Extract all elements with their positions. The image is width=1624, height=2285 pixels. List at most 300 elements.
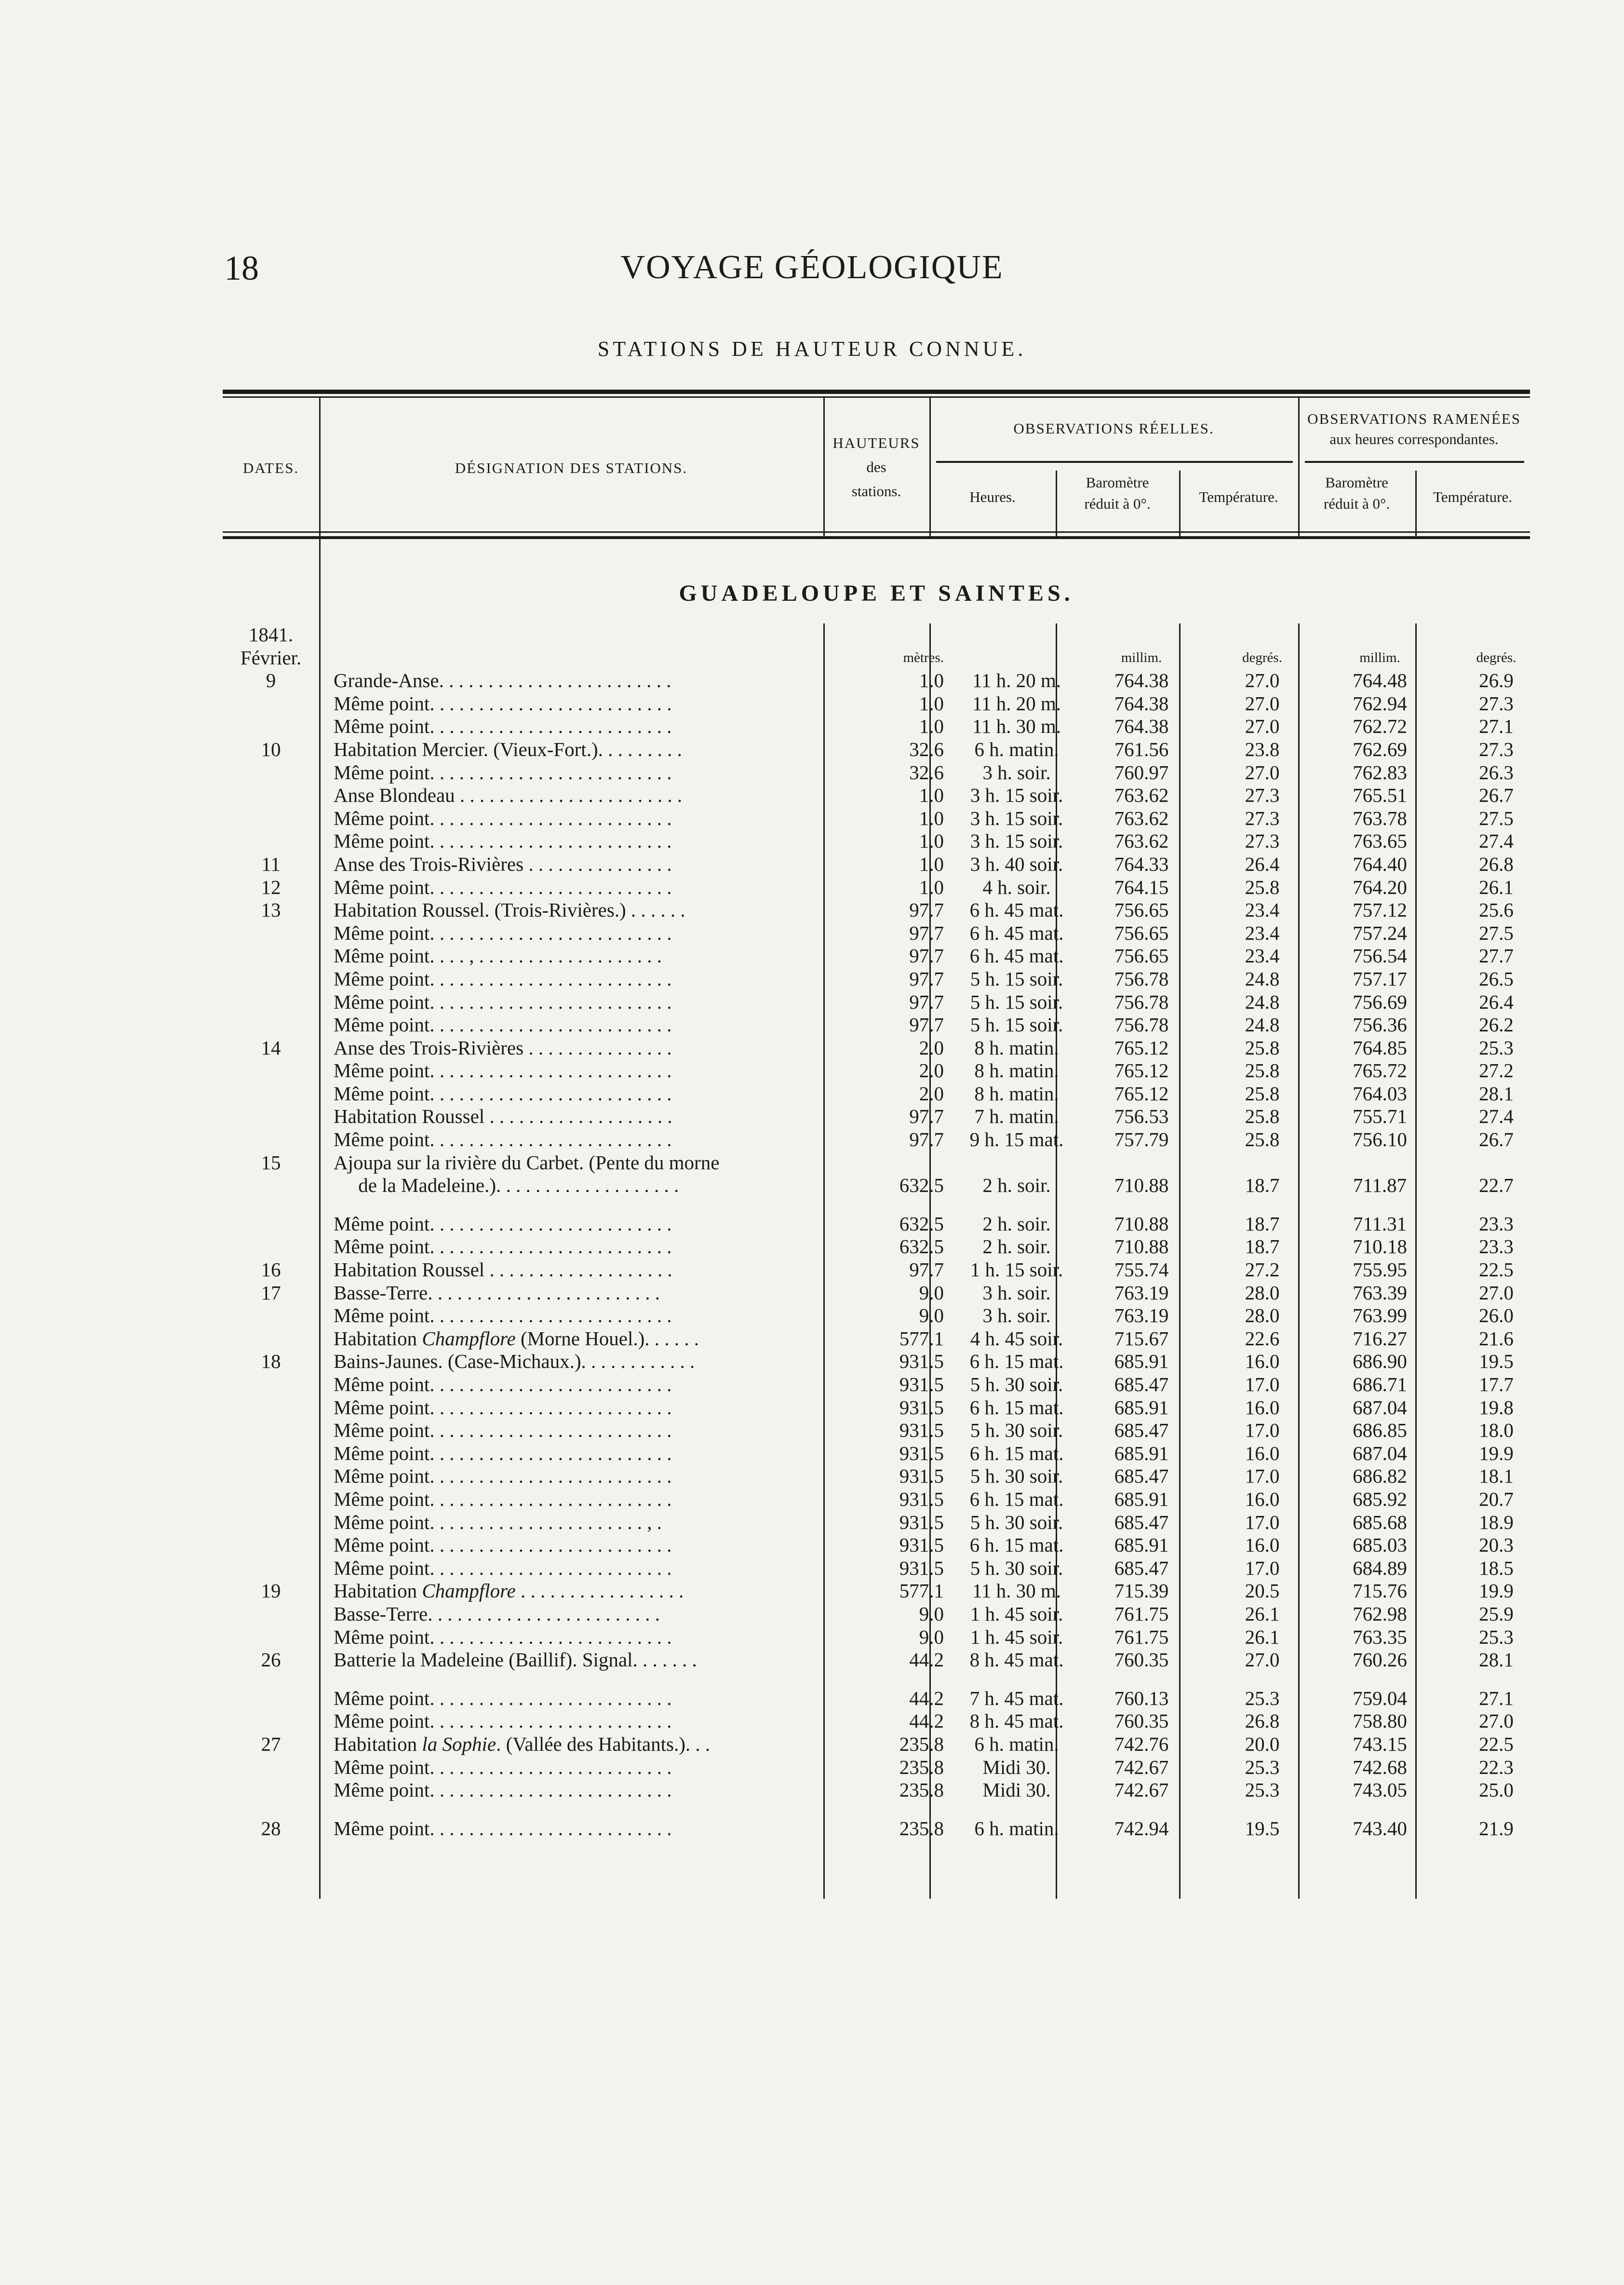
cell-name: Même point. . . . . . . . . . . . . . . . . . . . . . . . . — [334, 1625, 672, 1648]
cell-name: Même point. . . . . . . . . . . . . . . . . . . . . . . . . — [334, 1373, 672, 1395]
cell-name: Même point. . . . . . . . . . . . . . . . . . . . . . . . . — [334, 692, 672, 715]
table-row — [223, 807, 1554, 830]
cell-hour: 5 h. 15 soir. — [970, 967, 1063, 990]
table-row — [223, 1626, 1554, 1649]
cell-hour: Midi 30. — [982, 1756, 1051, 1778]
cell-alt: 931.5 — [899, 1556, 944, 1579]
cell-date — [223, 991, 319, 1014]
cell-temp: 17.0 — [1245, 1419, 1280, 1442]
cell-bar2: 711.87 — [1353, 1174, 1407, 1197]
cell-bar: 685.47 — [1114, 1465, 1169, 1487]
italic-name: Champflore — [422, 1580, 516, 1602]
cell-name: Même point. . . . . . . . . . . . . . . . . . . . . . . . . — [334, 761, 672, 784]
cell-date: 12 — [261, 876, 281, 898]
cell-temp: 27.0 — [1245, 761, 1280, 784]
cell-temp: 27.0 — [1245, 715, 1280, 738]
cell-name: Même point. . . . . . . . . . . . . . . . . . . . . . . . . — [334, 1756, 672, 1778]
cell-alt: 931.5 — [899, 1419, 944, 1442]
cell-name: Même point. . . . . . . . . . . . . . . . . . . . . . . . . — [334, 967, 672, 990]
cell-hour: 7 h. 45 mat. — [969, 1687, 1064, 1709]
cell-bar2: 757.24 — [1353, 921, 1407, 944]
cell-alt — [838, 1802, 953, 1817]
cell-bar2: 755.95 — [1353, 1258, 1407, 1281]
cell-name: Habitation Champflore (Morne Houel.). . . . . . — [334, 1327, 699, 1350]
cell-bar: 760.97 — [1114, 761, 1169, 784]
table-row — [223, 1756, 1554, 1779]
cell-bar: 685.91 — [1114, 1534, 1169, 1556]
cell-alt: 2.0 — [919, 1082, 944, 1105]
cell-temp: 25.8 — [1245, 1036, 1280, 1059]
cell-temp: 27.0 — [1245, 669, 1280, 692]
table-row — [223, 1174, 1554, 1197]
cell-alt: 9.0 — [919, 1602, 944, 1625]
cell-temp2 — [1438, 1672, 1554, 1687]
cell-date — [223, 1442, 319, 1465]
top-rule-thin — [223, 396, 1530, 398]
cell-temp2: 27.1 — [1479, 715, 1514, 738]
cell-temp2: 20.7 — [1479, 1487, 1514, 1510]
cell-temp: 23.8 — [1245, 738, 1280, 760]
cell-bar: 764.38 — [1114, 715, 1169, 738]
italic-name: la Sophie — [422, 1732, 497, 1755]
cell-name: Même point. . . . . . . . . . . . . . . . . . . . . . . . . — [334, 1396, 672, 1419]
cell-hour: 7 h. matin. — [974, 1105, 1059, 1128]
table-row — [223, 899, 1554, 922]
cell-alt: 1.0 — [919, 692, 944, 715]
cell-bar: 763.19 — [1114, 1304, 1169, 1327]
cell-name: Même point. . . . . . . . . . . . . . . . . . . . . . . . . — [334, 1710, 672, 1732]
cell-temp: 26.1 — [1245, 1625, 1280, 1648]
cell-temp2 — [1438, 1197, 1554, 1213]
cell-hour: 11 h. 30 m. — [972, 1580, 1061, 1602]
cell-bar2: 765.72 — [1353, 1059, 1407, 1082]
cell-temp2: 28.1 — [1479, 1082, 1514, 1105]
cell-hour: 3 h. 40 soir. — [970, 852, 1063, 875]
observations-table — [223, 390, 1530, 1899]
cell-temp2: 19.9 — [1479, 1580, 1514, 1602]
cell-date — [223, 1396, 319, 1420]
table-row — [223, 1817, 1554, 1840]
cell-alt: 931.5 — [899, 1396, 944, 1419]
cell-name: Habitation Roussel . . . . . . . . . . . . . . . . . . . — [334, 1105, 672, 1128]
cell-bar2: 762.83 — [1353, 761, 1407, 784]
cell-bar: 760.35 — [1114, 1710, 1169, 1732]
table-row — [223, 945, 1554, 968]
cell-name: Même point. . . . . . . . . . . . . . . . . . . . . . . . . — [334, 1304, 672, 1327]
cell-temp2: 21.6 — [1479, 1327, 1514, 1350]
cell-hour: 8 h. 45 mat. — [969, 1649, 1064, 1671]
cell-date — [223, 830, 319, 853]
cell-hour: 6 h. 15 mat. — [969, 1487, 1064, 1510]
table-row — [223, 1672, 1554, 1687]
table-row — [223, 715, 1554, 738]
cell-temp2: 26.3 — [1479, 761, 1514, 784]
cell-hour: 11 h. 20 m. — [972, 669, 1061, 692]
cell-hour: 2 h. soir. — [982, 1174, 1051, 1197]
cell-name: Même point. . . . . . . . . . . . . . . . . . . . . . . . . — [334, 1014, 672, 1036]
header-designation: DÉSIGNATION DES STATIONS. — [455, 460, 688, 476]
cell-bar2: 711.31 — [1353, 1212, 1407, 1235]
cell-date: 17 — [261, 1281, 281, 1304]
cell-alt: 931.5 — [899, 1350, 944, 1373]
table-row — [223, 692, 1554, 716]
cell-name: Même point. . . . . . . . . . . . . . . . . . . . . . . . . — [334, 1235, 672, 1258]
cell-temp2: 18.5 — [1479, 1556, 1514, 1579]
cell-alt: 97.7 — [909, 1105, 944, 1128]
cell-date — [223, 1779, 319, 1802]
cell-date: 19 — [261, 1580, 281, 1602]
cell-date — [223, 1197, 319, 1213]
header-observations-reelles: OBSERVATIONS RÉELLES. — [1013, 420, 1214, 437]
table-row — [223, 1465, 1554, 1488]
cell-name: Même point. . . . . . . . . . . . . . . . . . . . . . . . . — [334, 1419, 672, 1442]
unit-temp2: degrés. — [1476, 649, 1517, 665]
cell-temp2: 22.5 — [1479, 1732, 1514, 1755]
cell-temp: 27.3 — [1245, 830, 1280, 852]
cell-bar2: 686.90 — [1353, 1350, 1407, 1373]
table-row — [223, 1258, 1554, 1282]
cell-temp2: 26.7 — [1479, 1128, 1514, 1151]
cell-alt: 931.5 — [899, 1373, 944, 1395]
cell-bar: 685.47 — [1114, 1373, 1169, 1395]
cell-temp2: 25.6 — [1479, 899, 1514, 921]
cell-bar2: 757.17 — [1353, 967, 1407, 990]
cell-date: 28 — [261, 1817, 281, 1839]
cell-name: Même point. . . . . . . . . . . . . . . . . . . . . . . . . — [334, 807, 672, 829]
cell-date: 11 — [261, 852, 281, 875]
cell-date — [223, 1511, 319, 1534]
cell-temp: 28.0 — [1245, 1304, 1280, 1327]
cell-alt: 97.7 — [909, 899, 944, 921]
cell-name: Même point. . . . . . . . . . . . . . . . . . . . . . . . . — [334, 1779, 672, 1801]
cell-alt: 32.6 — [909, 761, 944, 784]
cell-bar2 — [1321, 1672, 1438, 1687]
section-title: STATIONS DE HAUTEUR CONNUE. — [597, 337, 1027, 361]
cell-temp2: 25.3 — [1479, 1036, 1514, 1059]
year-row — [223, 623, 1554, 647]
cell-alt: 235.8 — [899, 1779, 944, 1801]
cell-temp2: 22.7 — [1479, 1174, 1514, 1197]
table-row — [223, 1128, 1554, 1151]
cell-bar2: 764.40 — [1353, 852, 1407, 875]
cell-date — [223, 1488, 319, 1511]
cell-name: de la Madeleine.). . . . . . . . . . . . . . . . . . . — [334, 1174, 679, 1197]
header-dates: DATES. — [242, 460, 299, 476]
cell-temp2: 26.0 — [1479, 1304, 1514, 1327]
cell-bar: 756.78 — [1114, 1014, 1169, 1036]
cell-bar: 710.88 — [1114, 1212, 1169, 1235]
cell-name: Même point. . . . . . . . . . . . . . . . . . . . . . . . . — [334, 1487, 672, 1510]
cell-bar2: 715.76 — [1353, 1580, 1407, 1602]
header-subrule — [1305, 461, 1524, 463]
cell-temp: 17.0 — [1245, 1511, 1280, 1533]
table-row — [223, 1710, 1554, 1733]
cell-name: Ajoupa sur la rivière du Carbet. (Pente du morne — [334, 1151, 720, 1174]
cell-alt: 235.8 — [899, 1817, 944, 1839]
cell-bar2 — [1321, 1197, 1438, 1213]
cell-temp: 26.8 — [1245, 1710, 1280, 1732]
cell-bar: 742.67 — [1114, 1756, 1169, 1778]
cell-alt — [838, 1197, 953, 1213]
cell-date — [223, 1626, 319, 1649]
cell-name: Habitation la Sophie. (Vallée des Habitants.). . . — [334, 1732, 711, 1755]
cell-hour: 5 h. 30 soir. — [970, 1373, 1063, 1395]
cell-temp: 24.8 — [1245, 1014, 1280, 1036]
table-row — [223, 876, 1554, 899]
cell-temp2: 27.3 — [1479, 692, 1514, 715]
region-heading: GUADELOUPE ET SAINTES. — [679, 581, 1074, 606]
cell-temp: 23.4 — [1245, 899, 1280, 921]
cell-alt: 44.2 — [909, 1687, 944, 1709]
cell-name: Habitation Champflore . . . . . . . . . . . . . . . . . — [334, 1580, 684, 1602]
cell-temp: 16.0 — [1245, 1350, 1280, 1373]
cell-hour: 3 h. soir. — [982, 1304, 1051, 1327]
unit-temp: degrés. — [1242, 649, 1282, 665]
cell-name: Habitation Roussel. (Trois-Rivières.) . . . . . . — [334, 899, 685, 921]
cell-temp: 27.2 — [1245, 1258, 1280, 1281]
cell-temp2: 25.0 — [1479, 1779, 1514, 1801]
cell-alt: 235.8 — [899, 1756, 944, 1778]
cell-temp2: 27.4 — [1479, 830, 1514, 852]
cell-alt: 1.0 — [919, 830, 944, 852]
cell-name — [319, 1672, 838, 1687]
cell-date — [223, 1710, 319, 1733]
cell-temp2: 17.7 — [1479, 1373, 1514, 1395]
table-row — [223, 1511, 1554, 1534]
cell-date: 13 — [261, 899, 281, 921]
cell-date — [223, 1603, 319, 1626]
cell-date: 27 — [261, 1732, 281, 1755]
cell-hour — [953, 1151, 1080, 1175]
cell-temp2: 28.1 — [1479, 1649, 1514, 1671]
cell-date — [223, 1534, 319, 1557]
cell-hour: 11 h. 20 m. — [972, 692, 1061, 715]
table-row — [223, 1082, 1554, 1106]
table-row — [223, 1534, 1554, 1557]
cell-temp — [1203, 1802, 1321, 1817]
cell-bar2 — [1321, 1151, 1438, 1175]
cell-bar2 — [1321, 1802, 1438, 1817]
cell-name: Même point. . . . . . . . . . . . . . . . . . . . . . . . . — [334, 1212, 672, 1235]
cell-temp2: 27.3 — [1479, 738, 1514, 760]
cell-temp2: 20.3 — [1479, 1534, 1514, 1556]
table-row — [223, 1151, 1554, 1175]
cell-date — [223, 1373, 319, 1396]
table-row — [223, 1649, 1554, 1672]
cell-hour: 1 h. 15 soir. — [970, 1258, 1063, 1281]
cell-name: Même point. . . . . . . . . . . . . . . . . . . . . . . . . — [334, 715, 672, 738]
cell-temp — [1203, 1672, 1321, 1687]
cell-alt: 577.1 — [899, 1580, 944, 1602]
header-rule-thick — [223, 536, 1530, 539]
cell-bar2: 763.99 — [1353, 1304, 1407, 1327]
cell-alt: 931.5 — [899, 1534, 944, 1556]
table-row — [223, 1488, 1554, 1511]
table-row — [223, 853, 1554, 876]
cell-name: Même point. . . . . . . . . . . . . . . . . . . . . . , . — [334, 1511, 662, 1533]
table-row — [223, 1779, 1554, 1802]
cell-temp2: 26.8 — [1479, 852, 1514, 875]
cell-temp: 16.0 — [1245, 1534, 1280, 1556]
table-row — [223, 1037, 1554, 1060]
header-barometre-2: Baromètre — [1325, 474, 1388, 491]
cell-hour: 6 h. 45 mat. — [969, 945, 1064, 967]
cell-temp: 20.5 — [1245, 1580, 1280, 1602]
cell-name: Habitation Roussel . . . . . . . . . . . . . . . . . . . — [334, 1258, 672, 1281]
cell-name: Même point. . . . . . . . . . . . . . . . . . . . . . . . . — [334, 1817, 672, 1839]
cell-bar2: 756.10 — [1353, 1128, 1407, 1151]
cell-name: Même point. . . . . . . . . . . . . . . . . . . . . . . . . — [334, 1556, 672, 1579]
cell-temp: 24.8 — [1245, 967, 1280, 990]
cell-bar2: 685.92 — [1353, 1487, 1407, 1510]
cell-hour: 5 h. 30 soir. — [970, 1511, 1063, 1533]
cell-bar2: 764.48 — [1353, 669, 1407, 692]
header-hauteurs: HAUTEURS — [832, 434, 920, 451]
cell-temp2: 18.9 — [1479, 1511, 1514, 1533]
cell-bar: 764.15 — [1114, 876, 1169, 898]
cell-temp2 — [1438, 1802, 1554, 1817]
cell-bar2: 757.12 — [1353, 899, 1407, 921]
cell-alt: 632.5 — [899, 1212, 944, 1235]
cell-name: Même point. . . . . . . . . . . . . . . . . . . . . . . . . — [334, 921, 672, 944]
cell-hour: 6 h. matin. — [974, 1817, 1059, 1839]
cell-alt: 1.0 — [919, 715, 944, 738]
cell-alt: 9.0 — [919, 1625, 944, 1648]
cell-temp2: 27.7 — [1479, 945, 1514, 967]
cell-bar2: 685.68 — [1353, 1511, 1407, 1533]
cell-bar: 715.67 — [1114, 1327, 1169, 1350]
table-row — [223, 1396, 1554, 1420]
cell-alt: 1.0 — [919, 852, 944, 875]
cell-date — [223, 784, 319, 807]
cell-temp2: 19.9 — [1479, 1442, 1514, 1464]
table-row — [223, 1687, 1554, 1710]
cell-bar — [1080, 1151, 1203, 1175]
cell-bar — [1080, 1672, 1203, 1687]
cell-alt: 1.0 — [919, 876, 944, 898]
cell-hour: 6 h. 15 mat. — [969, 1442, 1064, 1464]
cell-bar: 756.78 — [1114, 990, 1169, 1013]
cell-bar — [1080, 1802, 1203, 1817]
table-row — [223, 1350, 1554, 1373]
cell-bar: 715.39 — [1114, 1580, 1169, 1602]
page-number: 18 — [224, 249, 259, 287]
cell-alt: 97.7 — [909, 1014, 944, 1036]
cell-name — [319, 1802, 838, 1817]
cell-date — [223, 1235, 319, 1258]
cell-bar: 685.47 — [1114, 1511, 1169, 1533]
italic-name: Champflore — [422, 1327, 516, 1350]
cell-bar2: 762.72 — [1353, 715, 1407, 738]
cell-temp: 20.0 — [1245, 1732, 1280, 1755]
cell-alt: 44.2 — [909, 1649, 944, 1671]
table-row — [223, 1580, 1554, 1603]
cell-alt: 9.0 — [919, 1304, 944, 1327]
cell-temp2: 25.9 — [1479, 1602, 1514, 1625]
cell-bar2: 763.35 — [1353, 1625, 1407, 1648]
cell-bar: 761.75 — [1114, 1625, 1169, 1648]
cell-temp2: 22.5 — [1479, 1258, 1514, 1281]
cell-hour: 4 h. 45 soir. — [970, 1327, 1063, 1350]
cell-alt: 931.5 — [899, 1442, 944, 1464]
cell-date — [223, 1304, 319, 1327]
cell-date — [223, 761, 319, 784]
cell-bar: 760.35 — [1114, 1649, 1169, 1671]
cell-name: Batterie la Madeleine (Baillif). Signal. . . . . . . — [334, 1649, 697, 1671]
cell-temp2: 27.0 — [1479, 1281, 1514, 1304]
cell-temp: 17.0 — [1245, 1465, 1280, 1487]
header-observations-ramenees: OBSERVATIONS RAMENÉES — [1307, 410, 1521, 427]
cell-hour: 4 h. soir. — [982, 876, 1051, 898]
cell-temp: 18.7 — [1245, 1174, 1280, 1197]
cell-bar: 710.88 — [1114, 1174, 1169, 1197]
cell-alt: 1.0 — [919, 807, 944, 829]
cell-alt: 2.0 — [919, 1059, 944, 1082]
cell-bar2: 763.78 — [1353, 807, 1407, 829]
cell-bar: 756.65 — [1114, 945, 1169, 967]
cell-hour: 2 h. soir. — [982, 1212, 1051, 1235]
cell-name: Anse Blondeau . . . . . . . . . . . . . . . . . . . . . . . — [334, 784, 683, 807]
cell-hour: 8 h. 45 mat. — [969, 1710, 1064, 1732]
cell-alt: 931.5 — [899, 1511, 944, 1533]
cell-temp2: 27.2 — [1479, 1059, 1514, 1082]
cell-hour: 8 h. matin. — [974, 1036, 1059, 1059]
cell-bar2: 764.03 — [1353, 1082, 1407, 1105]
month-cell: Février. — [240, 646, 302, 669]
cell-bar2: 756.54 — [1353, 945, 1407, 967]
cell-bar2: 743.05 — [1353, 1779, 1407, 1801]
cell-alt — [838, 1672, 953, 1687]
cell-date: 9 — [266, 669, 276, 692]
cell-bar: 763.62 — [1114, 784, 1169, 807]
cell-bar2: 762.98 — [1353, 1602, 1407, 1625]
cell-temp2: 26.9 — [1479, 669, 1514, 692]
cell-temp: 27.3 — [1245, 807, 1280, 829]
cell-bar: 742.94 — [1114, 1817, 1169, 1839]
running-title: VOYAGE GÉOLOGIQUE — [620, 249, 1004, 286]
cell-temp2: 27.5 — [1479, 921, 1514, 944]
cell-date — [223, 807, 319, 830]
table-row — [223, 1014, 1554, 1037]
cell-bar: 765.12 — [1114, 1082, 1169, 1105]
table-row — [223, 738, 1554, 761]
cell-bar: 763.19 — [1114, 1281, 1169, 1304]
cell-bar2: 765.51 — [1353, 784, 1407, 807]
table-row — [223, 922, 1554, 945]
cell-bar2: 759.04 — [1353, 1687, 1407, 1709]
cell-date — [223, 1465, 319, 1488]
cell-bar: 765.12 — [1114, 1036, 1169, 1059]
cell-date: 14 — [261, 1036, 281, 1059]
cell-bar2: 763.65 — [1353, 830, 1407, 852]
cell-date — [223, 1082, 319, 1106]
cell-hour: 6 h. 45 mat. — [969, 921, 1064, 944]
cell-temp2: 26.1 — [1479, 876, 1514, 898]
cell-date — [223, 968, 319, 991]
cell-temp: 27.0 — [1245, 692, 1280, 715]
cell-alt: 44.2 — [909, 1710, 944, 1732]
cell-temp2: 26.5 — [1479, 967, 1514, 990]
cell-name: Même point. . . . . . . . . . . . . . . . . . . . . . . . . — [334, 1442, 672, 1464]
unit-bar2: millim. — [1359, 649, 1400, 665]
cell-date — [223, 1128, 319, 1151]
cell-temp: 24.8 — [1245, 990, 1280, 1013]
cell-hour: 5 h. 30 soir. — [970, 1419, 1063, 1442]
cell-bar — [1080, 1197, 1203, 1213]
cell-date — [223, 945, 319, 968]
table-row — [223, 1327, 1554, 1351]
cell-temp: 25.8 — [1245, 1128, 1280, 1151]
